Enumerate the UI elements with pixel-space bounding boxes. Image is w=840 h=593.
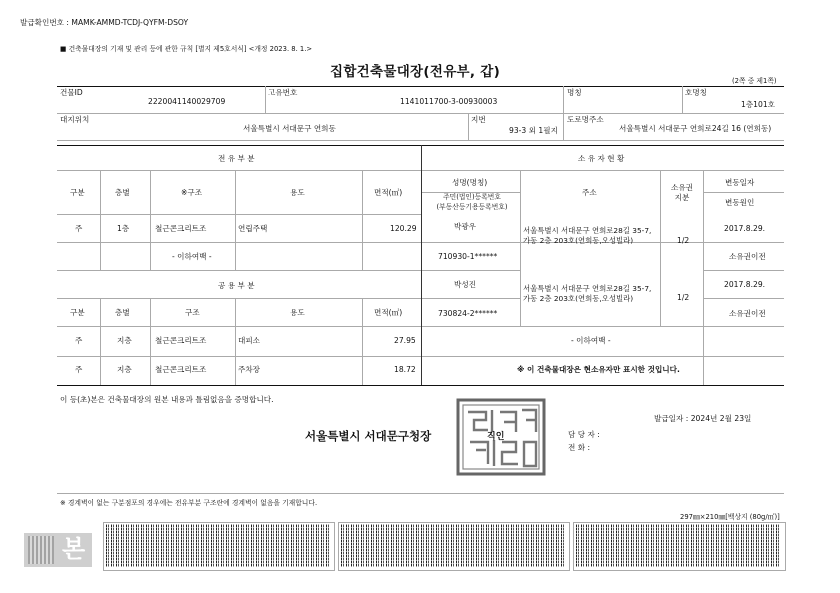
lot-value: 93-3 외 1필지 bbox=[509, 126, 558, 135]
col-owner-share: 소유권 지분 bbox=[670, 183, 693, 202]
barcode bbox=[341, 524, 565, 567]
common-col-structure: 구조 bbox=[185, 308, 200, 317]
verification-stamp bbox=[24, 533, 92, 567]
officer-label: 담 당 자 : bbox=[568, 430, 600, 439]
unique-no-label: 고유번호 bbox=[268, 88, 298, 97]
document-title: 집합건축물대장(전유부, 갑) bbox=[330, 64, 501, 80]
location-value: 서울특별시 서대문구 연희동 bbox=[243, 124, 336, 133]
owner-address: 서울특별시 서대문구 연희로28길 35-7, 가동 2층 203호(연희동,오성빌라) bbox=[523, 284, 652, 303]
common-row-structure: 철근콘크리트조 bbox=[155, 336, 207, 345]
owner-change-date: 2017.8.29. bbox=[724, 280, 766, 289]
col-area: 면적(㎡) bbox=[374, 188, 403, 197]
owners-section-title: 소 유 자 현 황 bbox=[578, 154, 625, 163]
common-col-area: 면적(㎡) bbox=[374, 308, 403, 317]
road-value: 서울특별시 서대문구 연희로24길 16 (연희동) bbox=[619, 124, 772, 133]
page-info: (2쪽 중 제1쪽) bbox=[732, 77, 777, 85]
common-row-use: 주차장 bbox=[238, 365, 261, 374]
owner-change-date: 2017.8.29. bbox=[724, 224, 766, 233]
seal-label: 직인 bbox=[487, 432, 505, 442]
issue-date: 발급일자 : 2024년 2월 23일 bbox=[654, 414, 752, 423]
common-col-floor: 층별 bbox=[115, 308, 130, 317]
col-change-reason: 변동원인 bbox=[725, 198, 755, 207]
ho-label: 호명칭 bbox=[685, 88, 708, 97]
col-use: 용도 bbox=[290, 188, 305, 197]
ho-value: 1층101호 bbox=[741, 100, 775, 109]
common-section-title: 공 용 부 분 bbox=[218, 281, 255, 290]
common-row-type: 주 bbox=[75, 336, 83, 345]
exclusive-section-title: 전 유 부 분 bbox=[218, 154, 255, 163]
unique-no-value: 1141011700-3-00930003 bbox=[400, 97, 498, 106]
col-floor: 층별 bbox=[115, 188, 130, 197]
barcode bbox=[576, 524, 781, 567]
col-structure: ※구조 bbox=[181, 188, 203, 197]
common-row-floor: 지층 bbox=[117, 365, 132, 374]
col-owner-reg: 주민(법인)등록번호 (부동산등기용등록번호) bbox=[436, 193, 508, 211]
barcode bbox=[106, 524, 330, 567]
owners-blank: - 이하여백 - bbox=[571, 336, 611, 345]
stamp-character: 본 bbox=[62, 535, 86, 563]
footer-note: ※ 경계벽이 없는 구분점포의 경우에는 전유부분 구조란에 경계벽이 없음을 기재합니다. bbox=[60, 499, 318, 507]
table-row-floor: 1층 bbox=[117, 224, 130, 233]
common-row-area: 18.72 bbox=[394, 365, 416, 374]
certify-text: 이 등(초)본은 건축물대장의 원본 내용과 틀림없음을 증명합니다. bbox=[60, 395, 274, 404]
col-type: 구분 bbox=[70, 188, 85, 197]
location-label: 대지위치 bbox=[60, 115, 90, 124]
owner-change-reason: 소유권이전 bbox=[729, 252, 766, 261]
common-row-structure: 철근콘크리트조 bbox=[155, 365, 207, 374]
common-row-type: 주 bbox=[75, 365, 83, 374]
col-owner-address: 주소 bbox=[582, 188, 597, 197]
lot-label: 지번 bbox=[471, 115, 486, 124]
col-owner-name: 성명(명칭) bbox=[452, 178, 488, 187]
common-row-floor: 지층 bbox=[117, 336, 132, 345]
owner-share: 1/2 bbox=[677, 236, 690, 245]
issue-number: 발급확인번호 : MAMK-AMMD-TCDJ-QYFM-DSOY bbox=[20, 18, 189, 27]
regulation-text: ■ 건축물대장의 기재 및 관리 등에 관한 규칙 [별지 제5호서식] <개정 2023. 8. 1.> bbox=[60, 45, 313, 53]
table-row-type: 주 bbox=[75, 224, 83, 233]
building-id-label: 건물ID bbox=[60, 88, 83, 97]
common-col-use: 용도 bbox=[290, 308, 305, 317]
owner-reg: 730824-2****** bbox=[438, 309, 498, 318]
table-row-use: 연립주택 bbox=[238, 224, 268, 233]
phone-label: 전 화 : bbox=[568, 443, 591, 452]
common-col-type: 구분 bbox=[70, 308, 85, 317]
name-label: 명칭 bbox=[567, 88, 582, 97]
owner-share: 1/2 bbox=[677, 293, 690, 302]
owners-note: ※ 이 건축물대장은 현소유자만 표시한 것입니다. bbox=[517, 365, 680, 374]
common-row-area: 27.95 bbox=[394, 336, 416, 345]
authority-name: 서울특별시 서대문구청장 bbox=[305, 429, 432, 443]
paper-size: 297㎜×210㎜[백상지 (80g/㎡)] bbox=[680, 513, 780, 521]
common-row-use: 대피소 bbox=[238, 336, 261, 345]
road-label: 도로명주소 bbox=[567, 115, 604, 124]
table-row-area: 120.29 bbox=[390, 224, 417, 233]
owner-address: 서울특별시 서대문구 연희로28길 35-7, 가동 2층 203호(연희동,오성빌라) bbox=[523, 226, 652, 245]
owner-change-reason: 소유권이전 bbox=[729, 309, 766, 318]
exclusive-blank: - 이하여백 - bbox=[172, 252, 212, 261]
owner-name: 박광우 bbox=[454, 222, 477, 231]
owner-name: 박성진 bbox=[454, 280, 477, 289]
building-id-value: 2220041140029709 bbox=[148, 97, 226, 106]
owner-reg: 710930-1****** bbox=[438, 252, 498, 261]
table-row-structure: 철근콘크리트조 bbox=[155, 224, 207, 233]
col-change-date: 변동일자 bbox=[725, 178, 755, 187]
